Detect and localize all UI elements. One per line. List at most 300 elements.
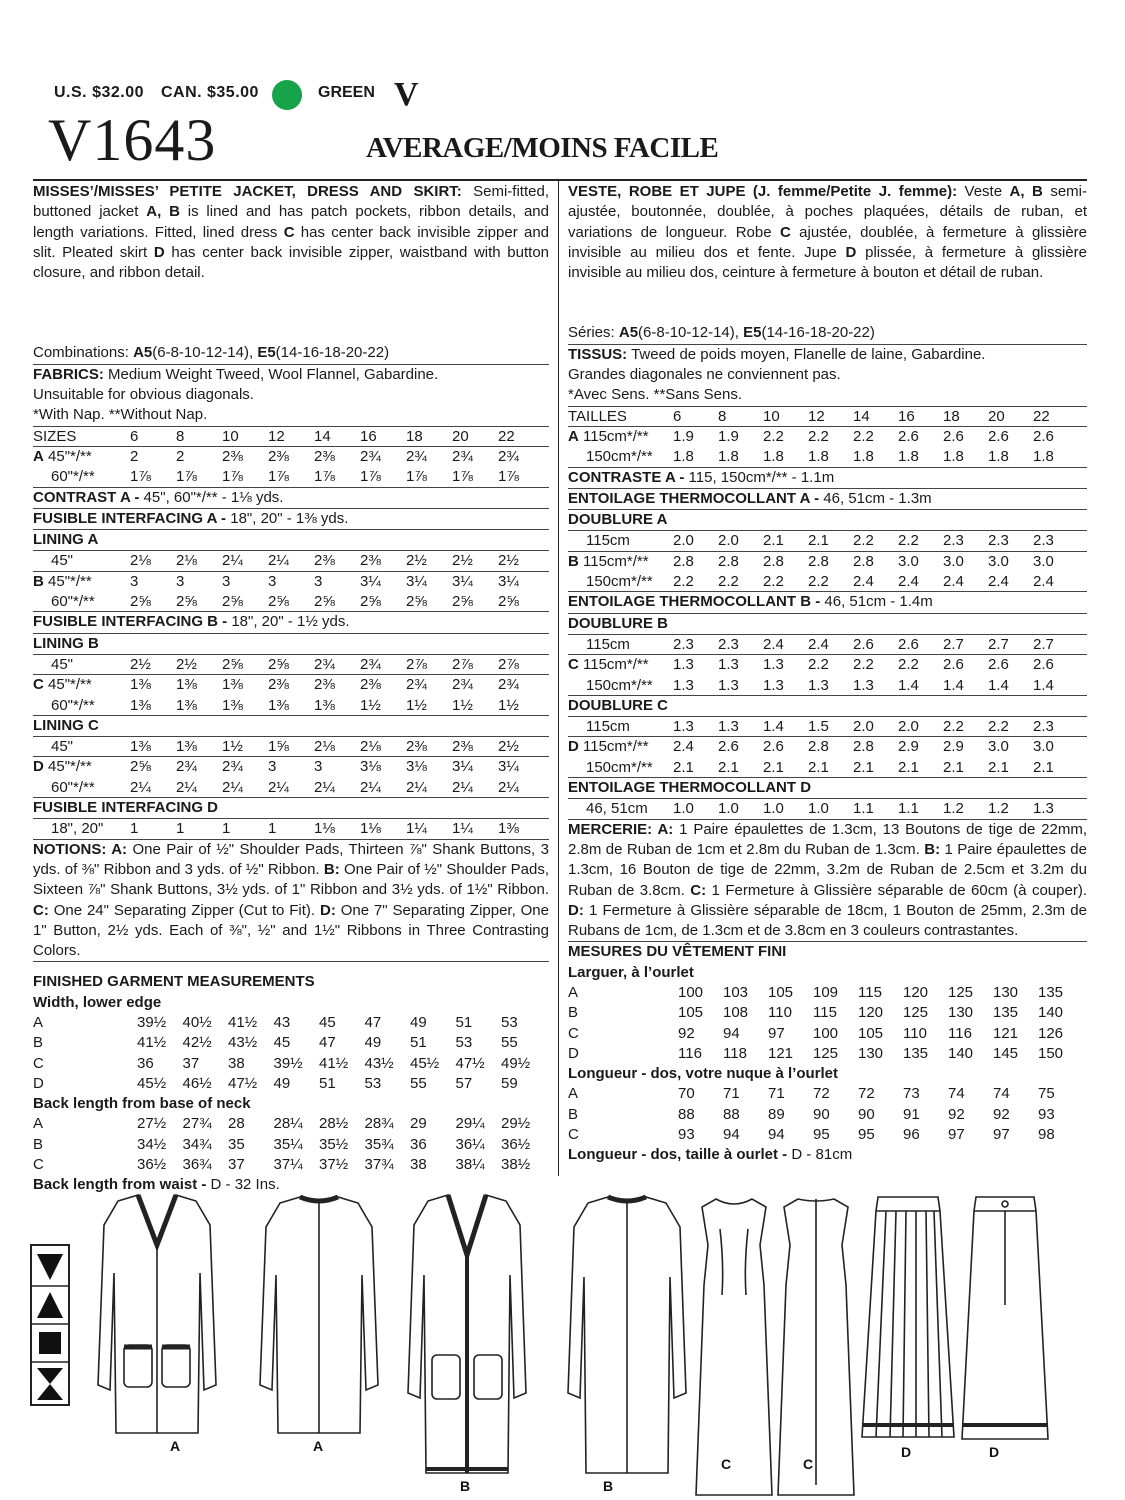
yardage-cell: 2⅛ [360, 738, 381, 756]
yardage-cell: 1⅞ [268, 468, 289, 486]
yardage-heading-label: CONTRASTE A - [568, 468, 685, 486]
yardage-cell: 2.1 [763, 758, 784, 776]
yardage-cell: 2.2 [853, 656, 874, 674]
yardage-cell: 2⅜ [314, 447, 335, 465]
yardage-cell: 2½ [176, 655, 197, 673]
yardage-cell: 3.0 [988, 552, 1009, 570]
description-paragraph [568, 182, 1087, 283]
description-paragraph [33, 182, 549, 283]
measurement-cell: 125 [813, 1044, 839, 1062]
yardage-cell: 2⅝ [268, 655, 289, 673]
yardage-cell: 2⅜ [314, 552, 335, 570]
measurement-cell: 36 [137, 1054, 154, 1072]
yardage-row-label [33, 551, 130, 571]
yardage-heading [33, 530, 549, 551]
yardage-cell: 2½ [498, 738, 519, 756]
yardage-cell: 2⅞ [452, 655, 473, 673]
measurement-cell: 90 [858, 1105, 875, 1123]
measurement-cell: 109 [813, 983, 839, 1001]
unsuitable-text: Grandes diagonales ne conviennent pas. [568, 366, 841, 384]
yardage-cell: 1.8 [673, 448, 694, 466]
row-label-text: 115cm [586, 635, 630, 653]
yardage-cell: 2.2 [988, 718, 1009, 736]
measurement-cell: 95 [813, 1126, 830, 1144]
yardage-cell: 2.2 [808, 573, 829, 591]
description-text: Veste [957, 183, 1010, 200]
measurement-cell: 36 [410, 1135, 427, 1153]
yardage-row [33, 467, 549, 487]
yardage-row-label [33, 675, 130, 695]
measurement-cell: 110 [903, 1024, 927, 1042]
measurement-cell: 59 [501, 1074, 518, 1092]
unsuitable-text: Unsuitable for obvious diagonals. [33, 386, 254, 404]
yardage-cell: 3.0 [1033, 738, 1054, 756]
yardage-cell: 2.4 [1033, 573, 1054, 591]
notions-text: B: [924, 840, 941, 858]
yardage-row-label [568, 635, 673, 655]
yardage-cell: 1.3 [673, 718, 694, 736]
measurement-cell: 135 [993, 1004, 1019, 1022]
combination-a-sizes: (6-8-10-12-14), [638, 324, 739, 342]
measurement-cell: 140 [1038, 1004, 1064, 1022]
yardage-cell: 2.1 [898, 758, 919, 776]
yardage-heading-label: LINING B [33, 634, 99, 652]
yardage-cell: 2.1 [808, 758, 829, 776]
yardage-cell: 2⅜ [360, 676, 381, 694]
yardage-row-label [568, 447, 673, 467]
yardage-heading [33, 716, 549, 737]
yardage-cell: 3.0 [943, 552, 964, 570]
measurement-cell: 38¼ [455, 1156, 485, 1174]
yardage-cell: 8 [718, 407, 727, 425]
yardage-cell: 1.3 [718, 718, 739, 736]
measurement-cell: 135 [903, 1044, 929, 1062]
measurement-cell: 49½ [501, 1054, 531, 1072]
yardage-cell: 2.6 [988, 427, 1009, 445]
yardage-cell: 1⅜ [314, 696, 335, 714]
yardage-cell: 1.8 [988, 448, 1009, 466]
row-label-text: 115cm*/** [583, 552, 649, 570]
spacer [33, 962, 549, 972]
yardage-cell: 2⅝ [498, 593, 519, 611]
measurement-cell: 74 [993, 1085, 1010, 1103]
measurement-cell: 51 [319, 1074, 336, 1092]
yardage-cell: 1 [268, 820, 277, 838]
yardage-cell: 2.2 [808, 427, 829, 445]
yardage-cell: 2.4 [808, 635, 829, 653]
yardage-heading [33, 509, 549, 530]
yardage-cell: 22 [498, 427, 515, 445]
row-label-text: 150cm*/** [586, 448, 653, 466]
yardage-row-label [33, 655, 130, 675]
measurement-cell: 55 [501, 1034, 518, 1052]
notions-text: 1 Fermeture à Glissière séparable de 18cm, 1 Bouton de 25mm, 2.3m de Rubans de 1cm, de 1.3cm et de 3.8cm en 3 couleurs contrastantes. [568, 901, 1087, 940]
notions-text: C: [33, 901, 49, 919]
yardage-cell: 3.0 [988, 738, 1009, 756]
measurement-cell: 42½ [182, 1034, 212, 1052]
measurement-cell: 118 [723, 1044, 747, 1062]
measurement-row [568, 1105, 1087, 1125]
yardage-cell: 6 [130, 427, 139, 445]
view-letter: D [33, 758, 44, 776]
yardage-cell: 6 [673, 407, 682, 425]
yardage-cell: 2¼ [130, 778, 151, 796]
notions-text: One Pair of ½" Shoulder Pads, Thirteen ⅞" Shank Buttons, 3 yds. of ⅜" Ribbon and 3 yds. of ½" Ribbon. [33, 840, 549, 878]
yardage-cell: 1.2 [943, 800, 964, 818]
yardage-row [568, 737, 1087, 757]
yardage-cell: 22 [1033, 407, 1050, 425]
column-divider [558, 180, 559, 1176]
measurement-cell: 100 [678, 983, 704, 1001]
yardage-row-label [33, 427, 130, 447]
measurement-cell: 94 [768, 1126, 785, 1144]
yardage-cell: 2.0 [718, 532, 739, 550]
notions-text: B: [323, 860, 340, 878]
yardage-cell: 2.0 [673, 532, 694, 550]
measurement-cell: 74 [948, 1085, 965, 1103]
measurement-cell: 47 [319, 1034, 336, 1052]
measurement-cell: 91 [903, 1105, 920, 1123]
back-length-label: Back length from base of neck [33, 1095, 251, 1113]
measurement-cell: 95 [858, 1126, 875, 1144]
yardage-cell: 2.1 [718, 758, 739, 776]
unsuitable-line [568, 365, 1087, 385]
measurement-cell: 38 [410, 1156, 427, 1174]
row-label-text: 46, 51cm [586, 800, 648, 818]
description-text: has center back invisible zipper, waistband with button closure, and ribbon detail. [33, 243, 550, 282]
measurement-row [568, 1024, 1087, 1044]
measurement-cell: 34¾ [182, 1135, 212, 1153]
yardage-cell: 2.8 [808, 552, 829, 570]
sketch-jacket-b-back [568, 1197, 686, 1473]
yardage-cell: 1.8 [943, 448, 964, 466]
combination-e-sizes: (14-16-18-20-22) [761, 324, 875, 342]
us-price: U.S. $32.00 [54, 84, 144, 101]
yardage-heading-text: 45", 60"*/** - 1⅛ yds. [139, 488, 284, 506]
yardage-cell: 2¼ [222, 552, 243, 570]
yardage-row [568, 717, 1087, 737]
measurement-cell: 98 [1038, 1126, 1055, 1144]
yardage-heading [33, 612, 549, 633]
french-column [568, 182, 1087, 1166]
measurement-row [33, 1135, 549, 1155]
notions-text: One 7" Separating Zipper, One 1" Button, 2½ yds. Each of ⅜", ½" and 1½" Ribbons in Three Contrasting Colors. [33, 901, 549, 960]
yardage-cell: 2.3 [673, 635, 694, 653]
view-letter: A [568, 427, 579, 445]
notions-paragraph [33, 840, 549, 963]
measurement-cell: 34½ [137, 1135, 167, 1153]
measurement-cell: 36¼ [455, 1135, 485, 1153]
yardage-cell: 2¾ [314, 655, 335, 673]
yardage-row-label [568, 758, 673, 778]
yardage-cell: 2.9 [943, 738, 964, 756]
yardage-cell: 2¼ [268, 778, 289, 796]
description-text: D [845, 243, 857, 261]
width-label: Larguer, à l’ourlet [568, 963, 694, 981]
measurement-cell: 121 [768, 1044, 794, 1062]
measurements-title: FINISHED GARMENT MEASUREMENTS [33, 973, 315, 991]
yardage-cell: 2.1 [1033, 758, 1054, 776]
yardage-cell: 3.0 [1033, 552, 1054, 570]
yardage-cell: 2.4 [763, 635, 784, 653]
measurement-cell: 92 [948, 1105, 965, 1123]
combinations-line [33, 343, 549, 364]
measurement-cell: 41½ [228, 1013, 258, 1031]
measurement-cell: 97 [993, 1126, 1010, 1144]
measurement-cell: 97 [768, 1024, 785, 1042]
yardage-cell: 2.6 [1033, 427, 1054, 445]
yardage-row [33, 778, 549, 798]
yardage-row [568, 676, 1087, 696]
yardage-heading-label: DOUBLURE B [568, 614, 668, 632]
yardage-cell: 3 [130, 572, 139, 590]
row-label-text: 45"*/** [48, 447, 92, 465]
waist-length-line [568, 1145, 1087, 1165]
yardage-cell: 2 [130, 447, 139, 465]
yardage-cell: 2⅜ [406, 738, 427, 756]
measurement-cell: 126 [1038, 1024, 1064, 1042]
yardage-cell: 2¼ [452, 778, 473, 796]
view-letter: C [568, 656, 579, 674]
yardage-cell: 2.2 [853, 532, 874, 550]
notions-text: 1 Fermeture à Glissière séparable de 60cm (à couper). [706, 881, 1087, 899]
measurement-cell: 35¾ [364, 1135, 394, 1153]
measurement-cell: 39½ [137, 1013, 167, 1031]
measurement-cell: 37¼ [273, 1156, 303, 1174]
yardage-cell: 2⅜ [314, 676, 335, 694]
yardage-row-label [568, 531, 673, 551]
combination-e: E5 [257, 344, 276, 362]
yardage-cell: 2.2 [673, 573, 694, 591]
yardage-row-label [33, 572, 130, 592]
row-label-text: 45"*/** [48, 758, 92, 776]
width-label: Width, lower edge [33, 993, 162, 1011]
measurement-cell: 45 [319, 1013, 336, 1031]
yardage-heading [568, 696, 1087, 717]
row-label-text: 115cm*/** [583, 427, 649, 445]
yardage-cell: 3¼ [406, 572, 427, 590]
yardage-cell: 20 [452, 427, 469, 445]
combination-e-sizes: (14-16-18-20-22) [275, 344, 390, 362]
measurement-cell: 37 [228, 1156, 245, 1174]
yardage-cell: 2⅝ [268, 593, 289, 611]
yardage-cell: 2.7 [943, 635, 964, 653]
yardage-cell: 1.3 [673, 656, 694, 674]
yardage-cell: 2¼ [268, 552, 289, 570]
yardage-heading-text: 115, 150cm*/** - 1.1m [684, 468, 835, 486]
measurement-cell: 105 [858, 1024, 884, 1042]
yardage-cell: 1.2 [988, 800, 1009, 818]
yardage-heading-label: FUSIBLE INTERFACING B - [33, 613, 228, 631]
yardage-row [568, 572, 1087, 592]
yardage-cell: 1⅜ [130, 696, 151, 714]
combination-e: E5 [743, 324, 762, 342]
yardage-cell: 2.0 [898, 718, 919, 736]
yardage-cell: 1.3 [718, 676, 739, 694]
yardage-cell: 1.8 [718, 448, 739, 466]
measurement-cell: 108 [723, 1004, 749, 1022]
measurement-cell: 92 [993, 1105, 1010, 1123]
sketch-label: C [720, 1456, 732, 1472]
measurement-cell: 94 [723, 1126, 740, 1144]
yardage-cell: 18 [406, 427, 423, 445]
description-text: ajustée, doublée, à fermeture à glissière invisible au milieu dos et fente. Jupe [568, 223, 1087, 261]
yardage-cell: 2⅝ [406, 593, 427, 611]
yardage-cell: 2¾ [406, 676, 427, 694]
yardage-heading-text: 46, 51cm - 1.4m [820, 593, 933, 611]
yardage-cell: 1⅛ [360, 820, 381, 838]
yardage-cell: 2½ [406, 552, 427, 570]
yardage-cell: 1.3 [808, 676, 829, 694]
yardage-cell: 2¼ [498, 778, 519, 796]
description-text: A, B [1009, 183, 1043, 200]
yardage-row-label [568, 427, 673, 447]
yardage-cell: 2.6 [943, 427, 964, 445]
measurement-cell: 116 [678, 1044, 702, 1062]
measurement-cell: 53 [501, 1013, 518, 1031]
measurement-cell: 28¼ [273, 1115, 303, 1133]
yardage-cell: 2⅛ [176, 552, 197, 570]
description-text: plissée, à fermeture à glissière invisible au milieu dos, ceinture à fermeture à bouton et détail de ruban. [568, 243, 1087, 282]
yardage-cell: 1½ [498, 696, 519, 714]
measurement-cell: 96 [903, 1126, 920, 1144]
yardage-row [568, 407, 1087, 427]
measurement-cell: 45½ [410, 1054, 440, 1072]
measurement-cell: 28 [228, 1115, 245, 1133]
view-letter: B [568, 552, 579, 570]
measurement-row [568, 1003, 1087, 1023]
yardage-cell: 2.6 [853, 635, 874, 653]
yardage-cell: 2.3 [943, 532, 964, 550]
measurement-cell: 47½ [228, 1074, 258, 1092]
measurement-view: B [33, 1034, 44, 1052]
yardage-cell: 2¾ [406, 447, 427, 465]
yardage-row-label [33, 757, 130, 777]
waist-length-label: Back length from waist - [33, 1176, 207, 1194]
yardage-row [568, 758, 1087, 778]
notions-text: D: [319, 901, 336, 919]
yardage-cell: 2⅞ [498, 655, 519, 673]
yardage-cell: 2.8 [853, 552, 874, 570]
yardage-cell: 2.4 [898, 573, 919, 591]
measurement-cell: 49 [364, 1034, 382, 1052]
yardage-cell: 2½ [498, 552, 519, 570]
yardage-cell: 10 [222, 427, 239, 445]
measurement-view: A [33, 1013, 44, 1031]
yardage-row [568, 552, 1087, 572]
yardage-cell: 2.8 [853, 738, 874, 756]
measurement-row [568, 1125, 1087, 1145]
yardage-row [33, 592, 549, 612]
yardage-cell: 3¼ [452, 572, 473, 590]
yardage-cell: 1.4 [1033, 676, 1054, 694]
measurement-row [568, 1044, 1087, 1064]
measurement-cell: 45½ [137, 1074, 167, 1092]
yardage-row-label [568, 717, 673, 737]
yardage-heading-label: ENTOILAGE THERMOCOLLANT D [568, 779, 812, 797]
yardage-cell: 1⅜ [222, 696, 243, 714]
measurement-cell: 27¾ [182, 1115, 212, 1133]
yardage-cell: 2.9 [898, 738, 919, 756]
yardage-row-label [33, 592, 130, 612]
measurement-cell: 88 [678, 1105, 695, 1123]
row-label-text: 45"*/** [48, 572, 92, 590]
yardage-cell: 2⅜ [452, 738, 473, 756]
yardage-cell: 2.2 [943, 718, 964, 736]
measurement-cell: 73 [903, 1085, 920, 1103]
yardage-cell: 2.2 [718, 573, 739, 591]
yardage-row [33, 447, 549, 467]
yardage-cell: 1⅜ [498, 820, 519, 838]
yardage-row-label [568, 407, 673, 427]
yardage-cell: 2¾ [222, 758, 243, 776]
measurement-cell: 115 [813, 1004, 837, 1022]
measurement-cell: 29½ [501, 1115, 531, 1133]
yardage-cell: 2⅜ [222, 447, 243, 465]
description-text: D [153, 243, 165, 261]
yardage-cell: 2⅜ [268, 447, 289, 465]
measurement-cell: 43½ [364, 1054, 394, 1072]
yardage-cell: 14 [853, 407, 870, 425]
sketch-label: C [802, 1456, 814, 1472]
measurement-cell: 38½ [501, 1156, 531, 1174]
yardage-cell: 14 [314, 427, 331, 445]
measurement-view: D [33, 1074, 44, 1092]
measurement-cell: 49 [273, 1074, 291, 1092]
yardage-row [33, 655, 549, 675]
measurement-cell: 130 [948, 1004, 974, 1022]
yardage-cell: 1⅛ [314, 820, 335, 838]
yardage-heading-label: DOUBLURE A [568, 511, 668, 529]
yardage-cell: 3¼ [498, 758, 519, 776]
yardage-cell: 1¼ [452, 820, 473, 838]
yardage-cell: 3 [176, 572, 185, 590]
description-text: A, B [146, 203, 180, 221]
combinations-label: Combinations: [33, 344, 129, 362]
row-label-text: TAILLES [568, 407, 627, 425]
yardage-cell: 2.1 [673, 758, 694, 776]
yardage-row [33, 551, 549, 571]
yardage-heading [568, 510, 1087, 531]
notions-paragraph [568, 820, 1087, 943]
sketch-jacket-a-front [98, 1195, 216, 1433]
yardage-row [33, 757, 549, 777]
yardage-row-label [568, 552, 673, 572]
measurement-cell: 116 [948, 1024, 972, 1042]
yardage-cell: 2¾ [452, 676, 473, 694]
measurement-cell: 93 [1038, 1105, 1055, 1123]
measurement-cell: 51 [410, 1034, 427, 1052]
can-price: CAN. $35.00 [160, 84, 259, 101]
measurement-cell: 140 [948, 1044, 974, 1062]
yardage-cell: 2.1 [988, 758, 1009, 776]
sketch-label: A [169, 1438, 181, 1454]
measurement-cell: 120 [858, 1004, 884, 1022]
yardage-cell: 2.2 [763, 427, 784, 445]
yardage-cell: 2¾ [452, 447, 473, 465]
yardage-cell: 1.0 [718, 800, 739, 818]
measurement-cell: 29 [410, 1115, 427, 1133]
fabrics-line [568, 345, 1087, 365]
nap-line [568, 385, 1087, 406]
yardage-cell: 1.0 [673, 800, 694, 818]
measurement-cell: 36¾ [182, 1156, 212, 1174]
yardage-heading [33, 634, 549, 655]
yardage-cell: 2⅝ [314, 593, 335, 611]
yardage-cell: 1.8 [808, 448, 829, 466]
yardage-cell: 2⅝ [360, 593, 381, 611]
yardage-heading-text: 18", 20" - 1½ yds. [227, 613, 350, 631]
